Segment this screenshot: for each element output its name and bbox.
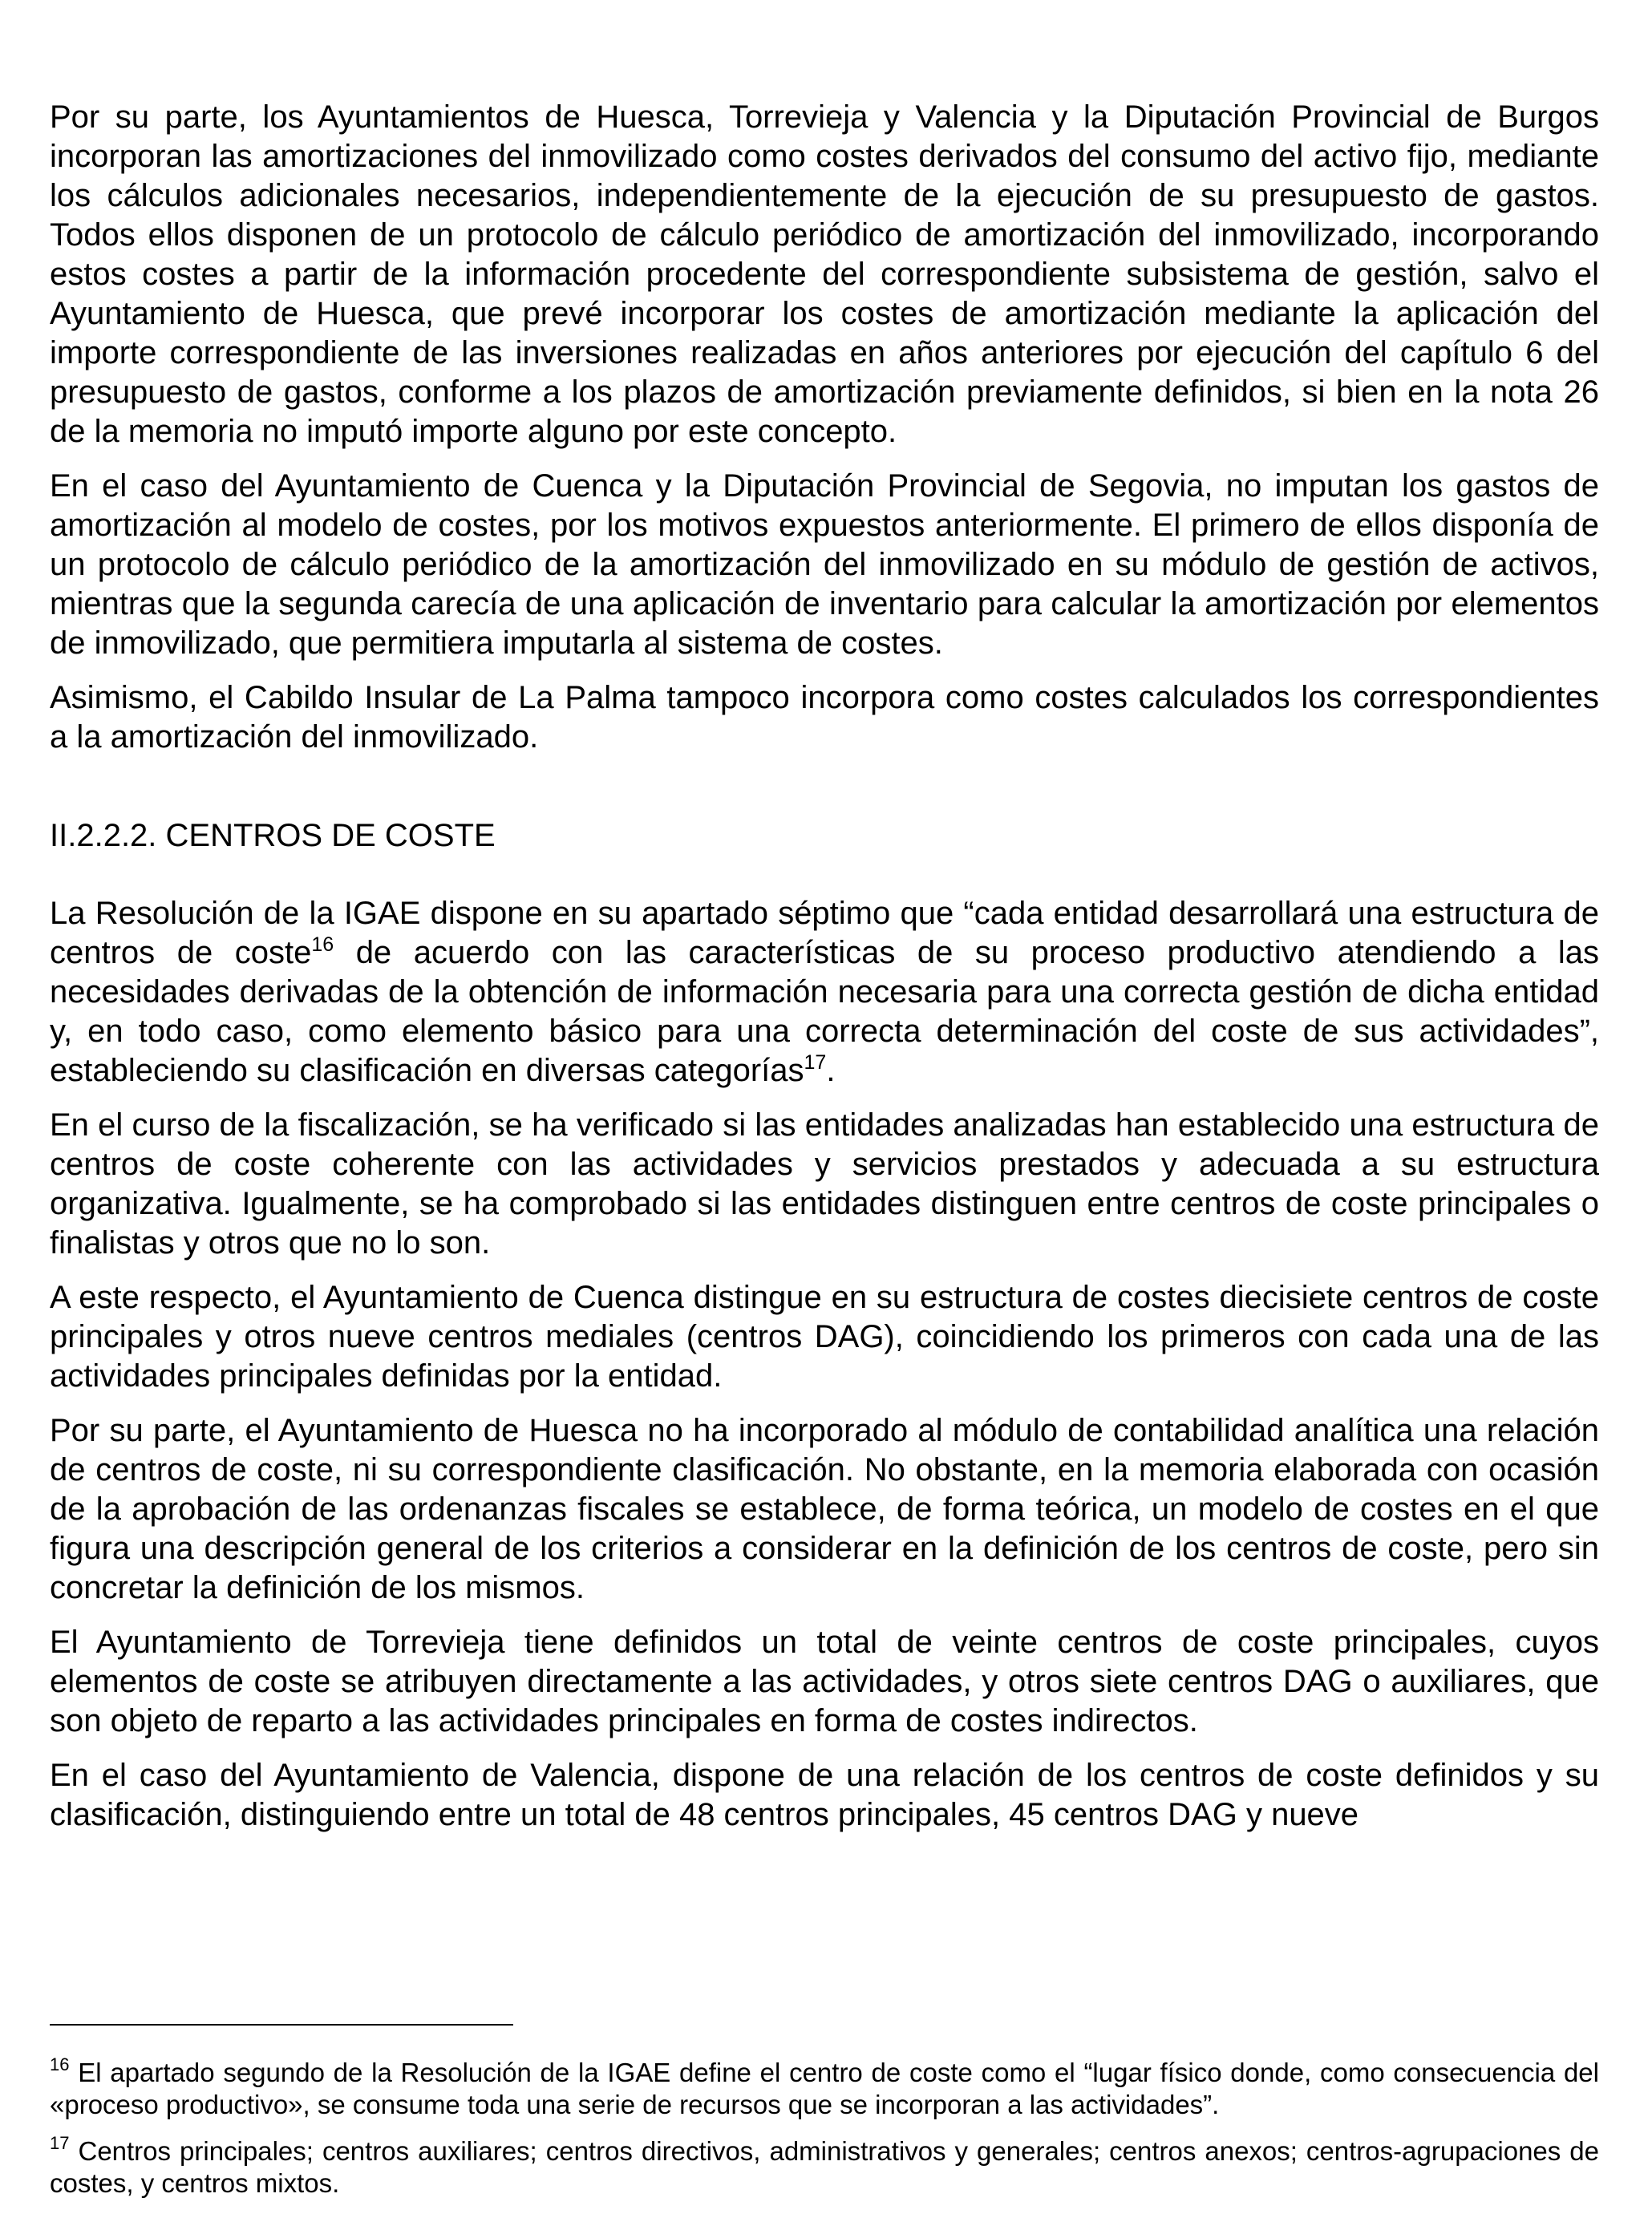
paragraph-fiscalizacion: En el curso de la fiscalización, se ha verificado si las entidades analizadas han establecido una estructura de centros de coste coherente con las actividades y servicios prestados y adecuada a su estructura organizativa. Igualmente, se ha comprobado si las entidades distinguen entre centros de coste principales o finalistas y otros que no lo son. — [50, 1107, 1599, 1261]
document-body — [50, 98, 1599, 1850]
igae-text-3: . — [826, 1053, 836, 1088]
paragraph-torrevieja-centros: El Ayuntamiento de Torrevieja tiene definidos un total de veinte centros de coste principales, cuyos elementos de coste se atribuyen directamente a las actividades, y otros siete centros DAG o auxiliares, que son objeto de reparto a las actividades principales en forma de costes indirectos. — [50, 1625, 1599, 1738]
footnote-text-17: Centros principales; centros auxiliares; centros directivos, administrativos y generales; centros anexos; centros-agrupaciones de costes, y centros mixtos. — [50, 2136, 1599, 2198]
paragraph-valencia-centros: En el caso del Ayuntamiento de Valencia, dispone de una relación de los centros de coste definidos y su clasificación, distinguiendo entre un total de 48 centros principales, 45 centros DAG y nueve — [50, 1758, 1599, 1832]
paragraph-huesca-centros: Por su parte, el Ayuntamiento de Huesca no ha incorporado al módulo de contabilidad analítica una relación de centros de coste, ni su correspondiente clasificación. No obstante, en la memoria elaborada con ocasión de la aprobación de las ordenanzas fiscales se establece, de forma teórica, un modelo de costes en el que figura una descripción general de los criterios a considerar en la definición de los centros de coste, pero sin concretar la definición de los mismos. — [50, 1413, 1599, 1605]
footnote-number-16: 16 — [50, 2054, 70, 2074]
footnote-ref-17[interactable]: 17 — [804, 1051, 827, 1074]
igae-text-1: La Resolución de la IGAE dispone en su apartado séptimo que “cada entidad desarrollará una estructura de centros de coste — [50, 896, 1599, 970]
footnotes — [50, 2054, 1599, 2214]
paragraph-cuenca-segovia: En el caso del Ayuntamiento de Cuenca y la Diputación Provincial de Segovia, no imputan los gastos de amortización al modelo de costes, por los motivos expuestos anteriormente. El primero de ellos disponía de un protocolo de cálculo periódico de la amortización del inmovilizado en su módulo de gestión de activos, mientras que la segunda carecía de una aplicación de inventario para calcular la amortización por elementos de inmovilizado, que permitiera imputarla al sistema de costes. — [50, 468, 1599, 661]
section-heading: II.2.2.2. CENTROS DE COSTE — [50, 818, 496, 853]
footnote-16 — [50, 2054, 1599, 2121]
paragraph-la-palma: Asimismo, el Cabildo Insular de La Palma tampoco incorpora como costes calculados los correspondientes a la amortización del inmovilizado. — [50, 680, 1599, 755]
paragraph-resolucion-igae — [50, 894, 1599, 1091]
paragraph-amortizaciones-huesca: Por su parte, los Ayuntamientos de Huesca, Torrevieja y Valencia y la Diputación Provincial de Burgos incorporan las amortizaciones del inmovilizado como costes derivados del consumo del activo fijo, mediante los cálculos adicionales necesarios, independientemente de la ejecución de su presupuesto de gastos. Todos ellos disponen de un protocolo de cálculo periódico de amortización del inmovilizado, incorporando estos costes a partir de la información procedente del correspondiente subsistema de gestión, salvo el Ayuntamiento de Huesca, que prevé incorporar los costes de amortización mediante la aplicación del importe correspondiente de las inversiones realizadas en años anteriores por ejecución del capítulo 6 del presupuesto de gastos, conforme a los plazos de amortización previamente definidos, si bien en la nota 26 de la memoria no imputó importe alguno por este concepto. — [50, 99, 1599, 449]
footnote-number-17: 17 — [50, 2133, 70, 2153]
footnote-separator — [50, 2024, 513, 2026]
igae-text-2: de acuerdo con las características de su proceso productivo atendiendo a las necesidades derivadas de la obtención de información necesaria para una correcta gestión de dicha entidad y, en todo caso, como elemento básico para una correcta determinación del coste de sus actividades”, estableciendo su clasificación en diversas categorías — [50, 935, 1599, 1088]
footnote-text-16: El apartado segundo de la Resolución de la IGAE define el centro de coste como el “lugar físico donde, como consecuencia del «proceso productivo», se consume toda una serie de recursos que se incorporan a las actividades”. — [50, 2058, 1599, 2119]
footnote-17 — [50, 2135, 1599, 2200]
footnote-ref-16[interactable]: 16 — [311, 933, 334, 956]
paragraph-cuenca-centros: A este respecto, el Ayuntamiento de Cuenca distingue en su estructura de costes diecisiete centros de coste principales y otros nueve centros mediales (centros DAG), coincidiendo los primeros con cada una de las actividades principales definidas por la entidad. — [50, 1280, 1599, 1394]
